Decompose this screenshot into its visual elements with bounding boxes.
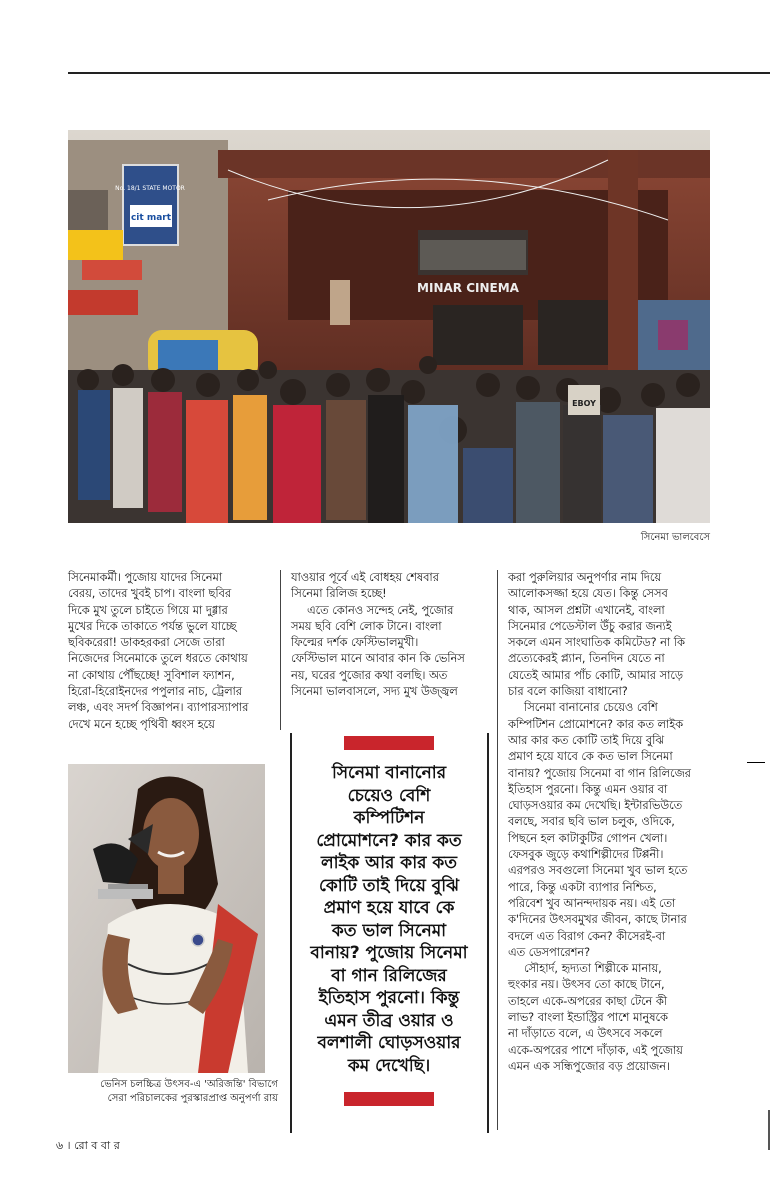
pull-quote-line: বানায়? পুজোয় সিনেমা [310, 943, 468, 963]
article-column-3 [508, 570, 740, 1075]
col2-line: সিনেমা রিলিজ হচ্ছে! [291, 587, 387, 601]
col3-line: চার বলে কাজিয়া বাধানো? [508, 685, 628, 699]
article-column-2 [291, 570, 486, 700]
col1-line: ছবিকরেরা! ডাকহরকরা সেজে তারা [68, 636, 225, 650]
page-footer: ৬ । রো ব বা র [56, 1139, 120, 1152]
col2-line: যাওয়ার পূর্বে এই বোধহয় শেষবার [291, 571, 439, 584]
col3-line: ঘোড়সওয়ার কম দেখেছি। ইন্টারভিউতে [508, 799, 683, 813]
col3-line: বলছে, সবার ছবি ভাল চলুক, ওদিকে, [508, 815, 675, 829]
pull-quote-red-bar-bottom [344, 1092, 434, 1106]
col3-line: ক'দিনের উৎসবমুখর জীবন, কাছে টানার [508, 913, 687, 927]
col1-line: না কোথায় পৌঁছচ্ছে! সুবিশাল ফ্যাশন, [68, 668, 235, 682]
col2-line: সময় ছবি বেশি লোক টানে। বাংলা [291, 619, 442, 633]
portrait-photo [68, 764, 265, 1073]
pull-quote-line: চেয়েও বেশি [347, 785, 431, 806]
pull-quote [296, 762, 482, 1077]
pull-quote-line: বলশালী ঘোড়সওয়ার [317, 1033, 461, 1053]
col3-line: প্রমাণ হয়ে যাবে কে কত ভাল সিনেমা [508, 750, 673, 764]
col2-line: ফিল্মের দর্শক ফেস্টিভালমুখী। [291, 636, 419, 650]
col3-line: সৌহার্দ, হৃদ্যতা শিল্পীকে মানায়, [524, 962, 662, 976]
column-divider [280, 570, 281, 730]
col3-line: পারে, কিন্তু একটা ব্যাপার নিশ্চিত, [508, 880, 657, 894]
portrait-illustration [68, 764, 265, 1073]
crowd-photo-illustration [68, 130, 710, 523]
col3-line: পরিবেশ খুব আনন্দদায়ক নয়। এই তো [508, 896, 676, 910]
col3-line: তাহলে একে-অপরের কাছা টেনে কী [508, 994, 667, 1008]
portrait-caption [68, 1078, 278, 1106]
col3-line: কম্পিটিশন প্রোমোশনে? কার কত লাইক [508, 717, 683, 731]
col1-line: দেখে মনে হচ্ছে পৃথিবী ধ্বংস হয়ে [68, 717, 215, 731]
shop-sign-text: cit mart [130, 213, 172, 223]
col2-line: সিনেমা ভালবাসলে, সদ্য মুখ উজ্জ্বল [291, 685, 458, 699]
col3-line: এরপরও সবগুলো সিনেমা খুব ভাল হতে [508, 864, 688, 878]
col1-line: লঞ্চ, এবং সদর্প বিজ্ঞাপন। ব্যাপারস্যাপার [68, 701, 249, 715]
col3-line: প্রত্যেকেরই প্ল্যান, তিনদিন যেতে না [508, 652, 665, 666]
col1-line: হিরো-হিরোইনদের পপুলার নাচ, ট্রেলার [68, 685, 243, 699]
col3-line: বানায়? পুজোয় সিনেমা বা গান রিলিজের [508, 766, 691, 780]
pull-quote-line: ইতিহাস পুরনো। কিন্তু [318, 988, 460, 1008]
col3-line: সিনেমার পেডেস্টাল উঁচু করার জন্যই [508, 619, 672, 633]
col1-line: নিজেদের সিনেমাকে তুলে ধরতে কোথায় [68, 652, 248, 666]
col3-line: বদলে এত বিরাগ কেন? কীসেরই-বা [508, 929, 666, 943]
pull-quote-right-border [487, 733, 489, 1133]
column-divider [497, 570, 498, 1130]
col1-line: বেরয়, তাদের খুবই চাপ। বাংলা ছবির [68, 587, 232, 601]
col1-line: দিকে মুখ তুলে চাইতে গিয়ে মা দুগ্গার [68, 603, 228, 617]
pull-quote-line: কোটি তাই দিয়ে বুঝি [319, 875, 459, 896]
pull-quote-line: সিনেমা বানানোর [331, 763, 447, 783]
right-margin-rule [747, 762, 765, 763]
blue-board-text: No. 18/1 STATE MOTOR [115, 185, 185, 192]
col2-line: নয়, ঘরের পুজোর কথা বলছি। অত [291, 668, 448, 682]
pull-quote-line: কত ভাল সিনেমা [331, 920, 447, 941]
pull-quote-line: বা গান রিলিজের [331, 965, 447, 986]
pull-quote-line: এমন তীব্র ওয়ার ও [324, 1010, 454, 1031]
col3-line: সকলে এমন সাংঘাতিক কমিটেড? না কি [508, 636, 685, 650]
col3-line: ফেসবুক জুড়ে কথাশিল্পীদের টিপ্পনী। [508, 848, 664, 862]
col3-line: একে-অপরের পাশে দাঁড়াক, এই পুজোয় [508, 1043, 683, 1057]
top-rule [68, 72, 770, 74]
col3-line: হুংকার নয়। উৎসব তো কাছে টানে, [508, 978, 665, 992]
col2-line: ফেস্টিভাল মানে আবার কান কি ভেনিস [291, 652, 465, 666]
col2-line: এতে কোনও সন্দেহ নেই, পুজোর [307, 603, 454, 617]
main-photo-minar-cinema-crowd [68, 130, 710, 523]
col3-line: এত ডেসপারেশন? [508, 945, 591, 959]
tshirt-text: EBOY [572, 399, 596, 408]
col3-line: থাক, আসল প্রশ্নটা এখানেই, বাংলা [508, 603, 665, 617]
col3-line: করা পুরুলিয়ার অনুপর্ণার নাম দিয়ে [508, 571, 662, 584]
minar-cinema-sign: MINAR CINEMA [417, 281, 519, 295]
pull-quote-line: লাইক আর কার কত [320, 853, 458, 873]
col3-line: পিছনে হল কাটাকুটির গোপন খেলা। [508, 831, 668, 845]
pull-quote-left-border [290, 733, 292, 1133]
col3-line: না দাঁড়াতে বলে, এ উৎসবে সকলে [508, 1027, 663, 1041]
portrait-caption-line: ভেনিস চলচ্চিত্র উৎসব-এ 'অরিজন্তি' বিভাগে [100, 1079, 278, 1090]
pull-quote-line: প্রমাণ হয়ে যাবে কে [323, 898, 455, 918]
pull-quote-line: কম দেখেছি। [347, 1055, 431, 1076]
col3-line: ইতিহাস পুরনো। কিন্তু এমন ওয়ার বা [508, 782, 668, 796]
col1-line: মুখের দিকে তাকাতে পর্যন্ত ভুলে যাচ্ছে [68, 619, 237, 633]
pull-quote-red-bar-top [344, 736, 434, 750]
col3-line: এমন এক সন্ধিপুজোর বড় প্রয়োজন। [508, 1059, 671, 1073]
pull-quote-line: কম্পিটিশন [353, 808, 425, 828]
col3-line: লাভ? বাংলা ইন্ডাস্ট্রির পাশে মানুষকে [508, 1011, 668, 1025]
article-column-1 [68, 570, 273, 733]
portrait-caption-line: সেরা পরিচালকের পুরস্কারপ্রাপ্ত অনুপর্ণা রায় [107, 1093, 278, 1104]
col3-line: আর কার কত কোটি তাই দিয়ে বুঝি [508, 733, 664, 747]
col3-line: যেতেই আমার পাঁচ কোটি, আমার সাড়ে [508, 668, 683, 682]
col3-line: আলোকসজ্জা হয়ে যেত। কিন্তু সেসব [508, 587, 668, 601]
col1-line: সিনেমাকর্মী। পুজোয় যাদের সিনেমা [68, 571, 222, 584]
pull-quote-line: প্রোমোশনে? কার কত [316, 830, 462, 851]
col3-line: সিনেমা বানানোর চেয়েও বেশি [524, 701, 658, 715]
photo-caption: সিনেমা ভালবেসে [640, 532, 710, 543]
